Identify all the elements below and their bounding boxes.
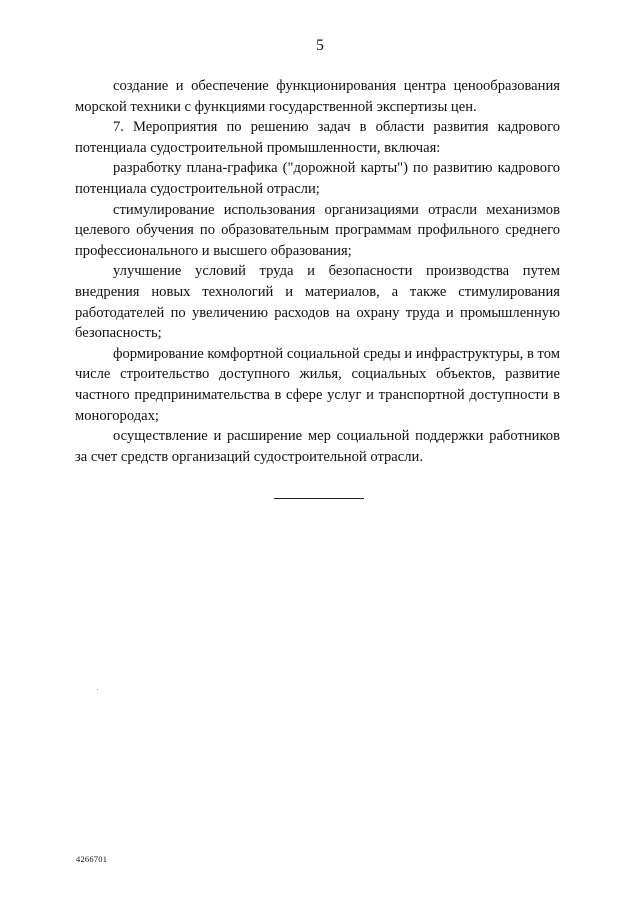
paragraph-roadmap: разработку плана-графика ("дорожной карты") по развитию кадрового потенциала судостроительной отрасли; [75, 160, 560, 197]
paragraph-social-support: осуществление и расширение мер социальной поддержки работников за счет средств организаций судостроительной отрасли. [75, 428, 560, 465]
paragraph-labor-safety: улучшение условий труда и безопасности производства путем внедрения новых технологий и материалов, а также стимулирования работодателей по увеличению расходов на охрану труда и промышленную безопасность; [75, 263, 560, 342]
paragraph-item-7-heading: 7. Мероприятия по решению задач в области развития кадрового потенциала судостроительной промышленности, включая: [75, 119, 560, 156]
paragraph-pricing-center: создание и обеспечение функционирования центра ценообразования морской техники с функциями государственной экспертизы цен. [75, 78, 560, 115]
paragraph-social-environment: формирование комфортной социальной среды и инфраструктуры, в том числе строительство доступного жилья, социальных объектов, развитие частного предпринимательства в сфере услуг и транспортной доступности в моногородах; [75, 345, 560, 424]
document-code: 4266701 [76, 854, 108, 864]
page-number: 5 [316, 37, 324, 54]
scan-dot-mark [97, 689, 98, 690]
paragraph-targeted-training: стимулирование использования организациями отрасли механизмов целевого обучения по образовательным программам профильного среднего профессионального и высшего образования; [75, 201, 560, 259]
document-body [75, 76, 560, 467]
end-divider-line [274, 498, 364, 499]
